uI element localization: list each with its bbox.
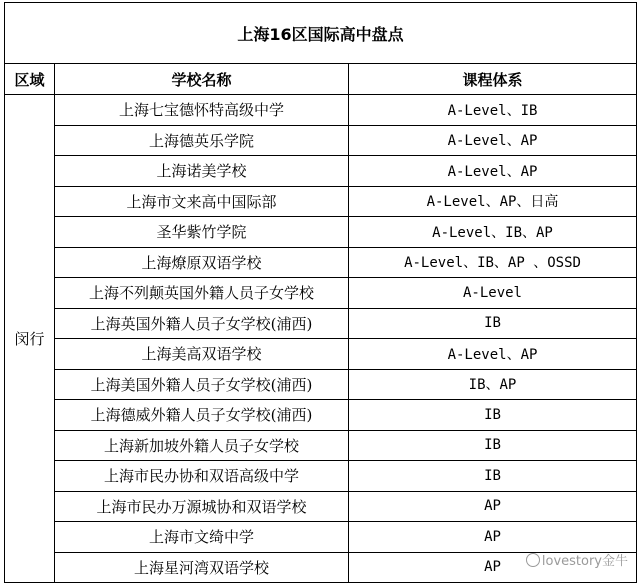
school-name-cell: 上海燎原双语学校: [55, 247, 349, 278]
school-name-cell: 上海德威外籍人员子女学校(浦西): [55, 400, 349, 431]
curriculum-cell: A-Level、AP: [349, 156, 637, 187]
school-table: [4, 2, 637, 583]
school-name-cell: 上海新加坡外籍人员子女学校: [55, 430, 349, 461]
table-row: [5, 247, 637, 278]
table-row: [5, 278, 637, 309]
table-row: [5, 308, 637, 339]
school-name-cell: 上海星河湾双语学校: [55, 552, 349, 583]
curriculum-cell: A-Level、IB、AP: [349, 217, 637, 248]
curriculum-cell: A-Level: [349, 278, 637, 309]
table-row: [5, 400, 637, 431]
watermark-text: lovestory金牛: [541, 554, 628, 569]
table-row: [5, 217, 637, 248]
curriculum-cell: IB: [349, 400, 637, 431]
table-row: [5, 491, 637, 522]
school-name-cell: 圣华紫竹学院: [55, 217, 349, 248]
school-name-cell: 上海市民办万源城协和双语学校: [55, 491, 349, 522]
curriculum-cell: A-Level、AP、日高: [349, 186, 637, 217]
school-name-cell: 上海德英乐学院: [55, 125, 349, 156]
curriculum-cell: AP: [349, 552, 637, 583]
table-row: [5, 430, 637, 461]
curriculum-cell: AP: [349, 491, 637, 522]
district-cell: 闵行: [5, 95, 55, 583]
table-row: [5, 339, 637, 370]
header-school-name: 学校名称: [55, 64, 349, 95]
curriculum-cell: IB: [349, 308, 637, 339]
header-district: 区域: [5, 64, 55, 95]
curriculum-cell: AP: [349, 522, 637, 553]
watermark-logo-icon: [526, 553, 540, 567]
school-name-cell: 上海诺美学校: [55, 156, 349, 187]
curriculum-cell: IB、AP: [349, 369, 637, 400]
curriculum-cell: A-Level、AP: [349, 339, 637, 370]
curriculum-cell: A-Level、AP: [349, 125, 637, 156]
curriculum-cell: A-Level、IB: [349, 95, 637, 126]
table-row: [5, 522, 637, 553]
school-name-cell: 上海市文绮中学: [55, 522, 349, 553]
table-row: [5, 186, 637, 217]
table-row: [5, 156, 637, 187]
table-row: [5, 125, 637, 156]
school-name-cell: 上海英国外籍人员子女学校(浦西): [55, 308, 349, 339]
school-name-cell: 上海市文来高中国际部: [55, 186, 349, 217]
school-name-cell: 上海不列颠英国外籍人员子女学校: [55, 278, 349, 309]
table-row: [5, 95, 637, 126]
school-name-cell: 上海七宝德怀特高级中学: [55, 95, 349, 126]
table-row: [5, 369, 637, 400]
header-curriculum: 课程体系: [349, 64, 637, 95]
curriculum-cell: IB: [349, 461, 637, 492]
school-name-cell: 上海美国外籍人员子女学校(浦西): [55, 369, 349, 400]
watermark: [526, 550, 628, 569]
curriculum-cell: IB: [349, 430, 637, 461]
table-title: 上海16区国际高中盘点: [5, 3, 637, 64]
school-name-cell: 上海美高双语学校: [55, 339, 349, 370]
curriculum-cell: A-Level、IB、AP 、OSSD: [349, 247, 637, 278]
table-row: [5, 461, 637, 492]
school-name-cell: 上海市民办协和双语高级中学: [55, 461, 349, 492]
